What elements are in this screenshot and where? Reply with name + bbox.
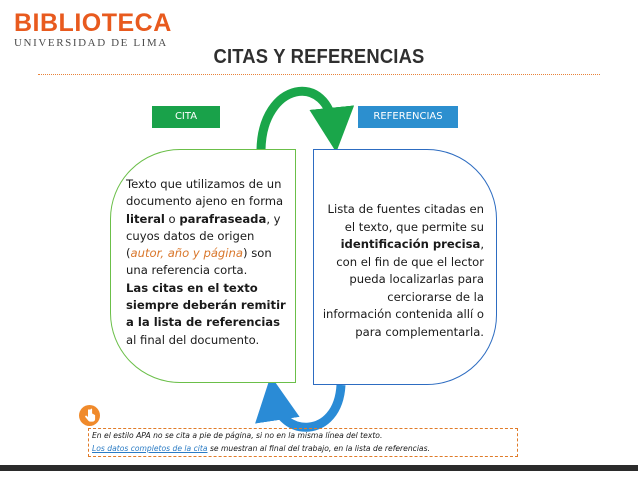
cita-definition: Texto que utilizamos de un documento ajeno en forma literal o parafraseada, y cuyos datos de origen (autor, año y página) son una referencia corta. Las citas en el texto siempre deberán remitir a la lista de referencias al final del documento. [126,177,286,347]
note-line-1: En el estilo APA no se cita a pie de página, si no en la misma línea del texto. [92,431,383,440]
arrow-blue-bottom [274,385,341,427]
footer-bar [0,465,638,471]
referencias-label: REFERENCIAS [358,106,458,128]
note-link[interactable]: Los datos completos de la cita [92,443,208,453]
page-title: CITAS Y REFERENCIAS [213,46,425,68]
logo-main-text: BIBLIOTECA [14,9,172,37]
pointing-hand-icon [79,405,100,426]
apa-note [88,428,518,457]
referencias-definition: Lista de fuentes citadas en el texto, que permite su identificación precisa, con el fin de que el lector pueda localizarlas para cerciorarse de la información contenida allí o para complementarla. [322,202,484,339]
cita-label: CITA [152,106,220,128]
arrow-green-top [261,91,334,150]
note-line-2: Los datos completos de la cita se muestran al final del trabajo, en la lista de referencias. [92,443,430,453]
logo-sub-text: UNIVERSIDAD DE LIMA [14,37,168,49]
